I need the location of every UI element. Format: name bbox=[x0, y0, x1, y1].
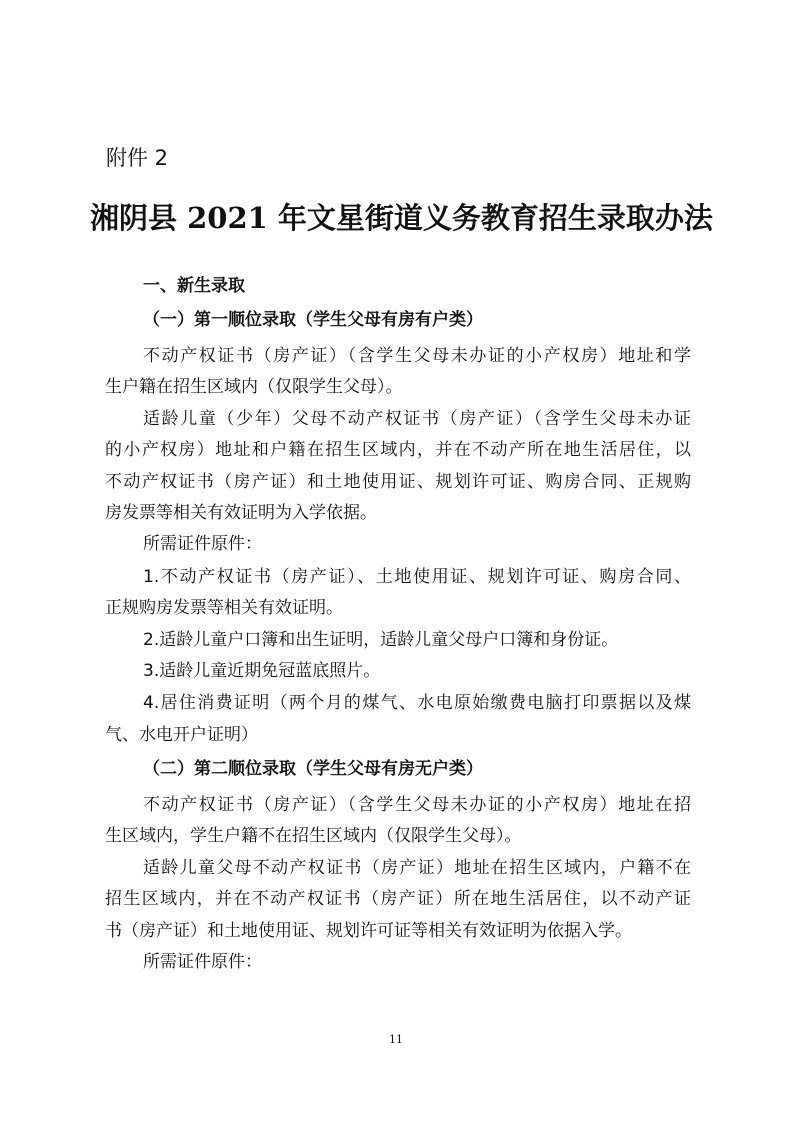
paragraph-line: 的小产权房）地址和户籍在招生区域内，并在不动产所在地生活居住，以 bbox=[105, 440, 691, 460]
paragraph-line: 不动产权证书（房产证）（含学生父母未办证的小产权房）地址和学 bbox=[143, 346, 691, 366]
list-item: 2.适龄儿童户口簿和出生证明，适龄儿童父母户口簿和身份证。 bbox=[143, 630, 619, 650]
paragraph-line: 不动产权证书（房产证）和土地使用证、规划许可证、购房合同、正规购 bbox=[105, 472, 691, 492]
paragraph-line: 生区域内，学生户籍不在招生区域内（仅限学生父母）。 bbox=[105, 826, 522, 846]
paragraph-line: 生户籍在招生区域内（仅限学生父母）。 bbox=[105, 377, 403, 397]
list-item: 3.适龄儿童近期免冠蓝底照片。 bbox=[143, 661, 381, 681]
paragraph-line: 适龄儿童（少年）父母不动产权证书（房产证）（含学生父母未办证 bbox=[143, 409, 691, 429]
page-title: 湘阴县 2021 年文星街道义务教育招生录取办法 bbox=[90, 201, 713, 235]
page-number: 11 bbox=[389, 1033, 403, 1046]
list-item: 正规购房发票等相关有效证明。 bbox=[105, 598, 343, 618]
paragraph-line: 不动产权证书（房产证）（含学生父母未办证的小产权房）地址在招 bbox=[143, 795, 691, 815]
list-item: 1.不动产权证书（房产证）、土地使用证、规划许可证、购房合同、 bbox=[143, 567, 691, 587]
paragraph-line: 房发票等相关有效证明为入学依据。 bbox=[105, 503, 377, 523]
paragraph-line: 适龄儿童父母不动产权证书（房产证）地址在招生区域内，户籍不在 bbox=[143, 858, 691, 878]
paragraph-line: 所需证件原件： bbox=[143, 952, 262, 972]
subsection-heading-1: （一）第一顺位录取（学生父母有房有户类） bbox=[143, 310, 483, 330]
paragraph-line: 所需证件原件： bbox=[143, 534, 262, 554]
annex-label: 附件 2 bbox=[106, 146, 169, 170]
list-item: 气、水电开户证明） bbox=[105, 725, 258, 745]
list-item: 4.居住消费证明（两个月的煤气、水电原始缴费电脑打印票据以及煤 bbox=[143, 693, 691, 713]
paragraph-line: 招生区域内，并在不动产权证书（房产证）所在地生活居住，以不动产证 bbox=[105, 889, 691, 909]
section-heading: 一、新生录取 bbox=[143, 276, 245, 296]
paragraph-line: 书（房产证）和土地使用证、规划许可证等相关有效证明为依据入学。 bbox=[105, 921, 632, 941]
subsection-heading-2: （二）第二顺位录取（学生父母有房无户类） bbox=[143, 759, 483, 779]
